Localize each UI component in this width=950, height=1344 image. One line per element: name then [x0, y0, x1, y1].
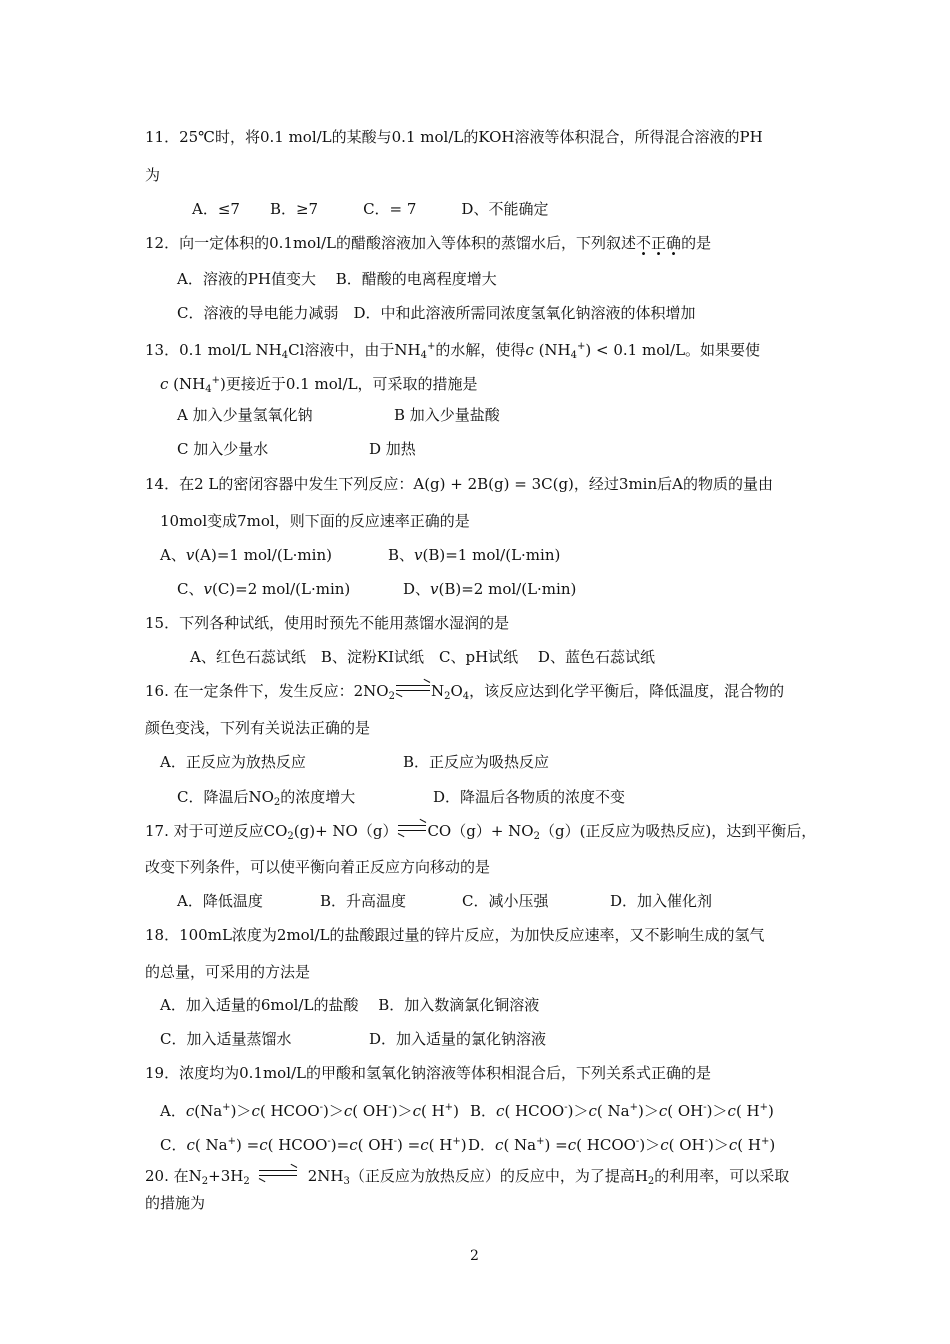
q19-close: ) [230, 1102, 237, 1120]
q19-c: c [185, 1102, 195, 1120]
q19-eq: = [336, 1136, 350, 1154]
q13-l1-c: 的水解，使得 [435, 341, 526, 359]
q20-l1-sub3: 3 [343, 1176, 350, 1187]
q19-close: ) [639, 1136, 646, 1154]
q18-line1: 18．100mL浓度为2mol/L的盐酸跟过量的锌片反应，为加快反应速率，又不影响生成的氢气 [145, 926, 765, 944]
q13-l2-sub: 4 [205, 384, 212, 395]
q18-option-d: D．加入适量的氯化钠溶液 [369, 1030, 547, 1048]
q16-line2: 颜色变浅，下列有关说法正确的是 [145, 719, 371, 737]
q19-na: (Na [194, 1102, 223, 1120]
q14-var-v: v [430, 580, 439, 598]
q19-h: ( H [420, 1102, 445, 1120]
q19-minus: - [319, 1102, 324, 1113]
q17-l1-c: CO（g）+ NO [427, 822, 534, 840]
q13-l1-d: (NH [533, 341, 571, 359]
q19-close: ) [460, 1136, 467, 1154]
q19-close: ) [391, 1102, 398, 1120]
q20-l1-d: （正反应为放热反应）的反应中，为了提高H [349, 1167, 648, 1185]
q19-option-c [160, 1132, 467, 1155]
q16-opt-c-b: 的浓度增大 [280, 788, 356, 806]
q14-option-d [403, 579, 576, 599]
q17-option-b: B．升高温度 [320, 892, 407, 910]
q17-l1-sub1: 2 [287, 831, 294, 842]
q19-c: c [259, 1136, 268, 1154]
q19-minus: - [703, 1102, 707, 1113]
q16-line1 [145, 681, 784, 707]
q19-gt: ＞ [236, 1102, 252, 1120]
q19-option-b [470, 1098, 774, 1121]
q19-hcoo: ( HCOO [576, 1136, 636, 1154]
page-number: 2 [470, 1248, 479, 1264]
q19-gt: ＞ [712, 1102, 728, 1120]
q19-na: ( Na [194, 1136, 228, 1154]
q19-oh: ( OH [352, 1102, 389, 1120]
q19-close: ) [235, 1136, 242, 1154]
q14-opt-b-pre: B、 [388, 546, 415, 564]
q20-line1 [145, 1166, 789, 1192]
q16-l1-a: 16. 在一定条件下，发生反应：2NO [145, 682, 389, 700]
q17-l1-b: (g)+ NO（g） [293, 822, 398, 840]
q14-opt-d-post: (B)=2 mol/(L·min) [438, 580, 577, 598]
q19-plus: + [222, 1102, 231, 1113]
q20-l1-sub2: 2 [243, 1176, 250, 1187]
q14-option-a [160, 545, 332, 565]
q14-line2: 10mol变成7mol，则下面的反应速率正确的是 [160, 512, 470, 530]
q13-l1-sub2: 4 [420, 350, 427, 361]
q19-hcoo: ( HCOO [504, 1102, 565, 1120]
q12-stem-a: 12．向一定体积的0.1mol/L的醋酸溶液加入等体积的蒸馏水后，下列叙述 [145, 234, 637, 252]
q19-option-d [468, 1132, 775, 1155]
q19-c: c [728, 1136, 738, 1154]
q19-close: ) [544, 1136, 551, 1154]
q16-option-b: B．正反应为吸热反应 [403, 753, 550, 771]
q19-plus: + [759, 1102, 769, 1113]
q13-option-a: A 加入少量氢氧化钠 [177, 406, 313, 424]
q17-l1-a: 17. 对于可逆反应CO [145, 822, 288, 840]
equilibrium-arrow-icon [395, 683, 431, 695]
q13-l1-b: Cl溶液中，由于NH [288, 341, 421, 359]
q13-l1-a: 13．0.1 mol/L NH [145, 341, 282, 359]
q13-l2-a: (NH [168, 375, 206, 393]
q19-label: D． [468, 1136, 496, 1154]
q19-h: ( H [428, 1136, 453, 1154]
q19-close: ) [706, 1102, 713, 1120]
q18-line2: 的总量，可采用的方法是 [145, 963, 311, 981]
q16-l1-c: O [450, 682, 463, 700]
q13-line2 [160, 371, 478, 400]
q19-na: ( Na [596, 1102, 630, 1120]
q15-stem: 15．下列各种试纸，使用时预先不能用蒸馏水湿润的是 [145, 614, 510, 632]
q19-gt: ＞ [643, 1102, 659, 1120]
q13-l1-sub3: 4 [570, 350, 578, 361]
q19-plus: + [227, 1136, 236, 1147]
q14-option-c [177, 579, 350, 599]
q20-l1-a: 20. 在N [145, 1167, 202, 1185]
q19-close: ) [637, 1102, 644, 1120]
q19-plus: + [444, 1102, 454, 1113]
equilibrium-arrow-icon [397, 823, 427, 835]
q16-l1-sub3: 4 [462, 691, 470, 702]
q19-c: c [251, 1102, 260, 1120]
q19-hcoo: ( HCOO [259, 1102, 320, 1120]
q19-minus: - [327, 1136, 331, 1147]
q19-label: B． [470, 1102, 497, 1120]
q19-plus: + [452, 1136, 461, 1147]
q11-options: A．≤7 B．≥7 C．= 7 D、不能确定 [192, 200, 549, 218]
q19-close: ) [769, 1136, 776, 1154]
q17-option-a: A．降低温度 [177, 892, 263, 910]
q16-opt-c-sub: 2 [273, 797, 281, 808]
q19-c: c [588, 1102, 597, 1120]
q19-plus: + [536, 1136, 545, 1147]
q16-option-c [177, 787, 355, 813]
q19-eq: = [241, 1136, 260, 1154]
q19-gt: ＞ [573, 1102, 589, 1120]
q19-minus: - [388, 1102, 392, 1113]
q17-option-d: D．加入催化剂 [610, 892, 713, 910]
q19-c: c [496, 1102, 505, 1120]
q13-option-c: C 加入少量水 [177, 440, 269, 458]
q20-line2: 的措施为 [145, 1194, 206, 1212]
q16-option-a: A．正反应为放热反应 [160, 753, 306, 771]
q19-close: ) [707, 1136, 714, 1154]
q14-opt-c-pre: C、 [177, 580, 204, 598]
q19-c: c [349, 1136, 358, 1154]
q11-line1: 11．25℃时，将0.1 mol/L的某酸与0.1 mol/L的KOH溶液等体积混合，所得混合溶液的PH [145, 128, 763, 146]
q19-close: ) [768, 1102, 774, 1120]
q15-options: A、红色石蕊试纸 B、淀粉KI试纸 C、pH试纸 D、蓝色石蕊试纸 [190, 648, 655, 666]
q20-l1-b: +3H [208, 1167, 244, 1185]
q16-opt-c-a: C．降温后NO [177, 788, 274, 806]
q13-option-b: B 加入少量盐酸 [394, 406, 500, 424]
q19-option-a [160, 1098, 459, 1121]
q19-oh: ( OH [668, 1136, 705, 1154]
q19-minus: - [564, 1102, 568, 1113]
q19-label: C． [160, 1136, 187, 1154]
q13-l1-sup2: + [427, 341, 436, 352]
q12-stem-emphasis: 不正确 [636, 234, 682, 252]
q19-plus: + [629, 1102, 638, 1113]
q19-na: ( Na [503, 1136, 537, 1154]
q19-gt: ＞ [397, 1102, 413, 1120]
q13-l2-sup: + [211, 375, 220, 386]
q14-var-v: v [185, 546, 195, 564]
q19-gt: ＞ [645, 1136, 661, 1154]
q14-opt-b-post: (B)=1 mol/(L·min) [422, 546, 561, 564]
q14-line1: 14．在2 L的密闭容器中发生下列反应：A(g) + 2B(g) = 3C(g)，经过3min后A的物质的量由 [145, 475, 773, 493]
q13-l2-var: c [160, 375, 169, 393]
q19-label: A． [160, 1102, 186, 1120]
q19-c: c [420, 1136, 429, 1154]
q17-option-c: C．减小压强 [462, 892, 549, 910]
q19-close: ) [567, 1102, 574, 1120]
q19-oh: ( OH [357, 1136, 394, 1154]
q12-stem [145, 233, 711, 253]
q12-options-ab: A．溶液的PH值变大 B．醋酸的电离程度增大 [177, 270, 497, 288]
q18-options-ab: A．加入适量的6mol/L的盐酸 B．加入数滴氯化铜溶液 [160, 996, 540, 1014]
q13-l2-b: )更接近于0.1 mol/L，可采取的措施是 [220, 375, 478, 393]
q14-var-v: v [414, 546, 423, 564]
q19-c: c [495, 1136, 504, 1154]
q19-c: c [567, 1136, 577, 1154]
q19-minus: - [393, 1136, 397, 1147]
q14-opt-a-post: (A)=1 mol/(L·min) [194, 546, 332, 564]
q16-l1-sub2: 2 [444, 691, 451, 702]
q13-l1-sub: 4 [281, 350, 289, 361]
q13-l1-e: ) < 0.1 mol/L。如果要使 [585, 341, 761, 359]
q19-c: c [658, 1102, 668, 1120]
q12-stem-b: 的是 [681, 234, 712, 252]
q19-h: ( H [735, 1102, 760, 1120]
q20-l1-sub1: 2 [201, 1176, 209, 1187]
q19-gt: ＞ [713, 1136, 729, 1154]
q16-l1-sub1: 2 [388, 691, 395, 702]
q14-opt-a-pre: A、 [160, 546, 186, 564]
q16-option-d: D．降温后各物质的浓度不变 [433, 788, 626, 806]
q19-oh: ( OH [667, 1102, 704, 1120]
q19-stem: 19．浓度均为0.1mol/L的甲酸和氢氧化钠溶液等体积相混合后，下列关系式正确的是 [145, 1064, 712, 1082]
q11-line2: 为 [145, 166, 161, 184]
q14-opt-c-post: (C)=2 mol/(L·min) [211, 580, 351, 598]
q17-l1-d: （g）(正反应为吸热反应)，达到平衡后， [539, 822, 817, 840]
q19-eq: = [550, 1136, 568, 1154]
q13-line1 [145, 337, 760, 366]
q18-option-c: C．加入适量蒸馏水 [160, 1030, 292, 1048]
q17-l1-sub2: 2 [533, 831, 540, 842]
q16-l1-b: N [430, 682, 445, 700]
q13-l1-sup3: + [577, 341, 586, 352]
q17-line1 [145, 821, 816, 847]
q13-option-d: D 加热 [369, 440, 416, 458]
q19-close: ) [323, 1102, 329, 1120]
q19-minus: - [635, 1136, 640, 1147]
q17-line2: 改变下列条件，可以使平衡向着正反应方向移动的是 [145, 858, 491, 876]
q19-c: c [186, 1136, 195, 1154]
q19-close: ) [453, 1102, 459, 1120]
q20-l1-c: 2NH [307, 1167, 344, 1185]
q20-l1-sub4: 2 [647, 1176, 655, 1187]
q12-options-cd: C．溶液的导电能力减弱 D．中和此溶液所需同浓度氢氧化钠溶液的体积增加 [177, 304, 696, 322]
q14-opt-d-pre: D、 [403, 580, 431, 598]
q19-gt: ＞ [328, 1102, 344, 1120]
q19-hcoo: ( HCOO [267, 1136, 328, 1154]
q13-l1-var: c [525, 341, 534, 359]
q19-eq: = [402, 1136, 421, 1154]
q16-l1-d: ，该反应达到化学平衡后，降低温度，混合物的 [469, 682, 785, 700]
q19-c: c [727, 1102, 736, 1120]
q20-l1-e: 的利用率，可以采取 [654, 1167, 790, 1185]
q14-var-v: v [203, 580, 212, 598]
q19-c: c [660, 1136, 669, 1154]
q19-c: c [343, 1102, 353, 1120]
q19-plus: + [760, 1136, 770, 1147]
q19-close: ) [397, 1136, 403, 1154]
q19-close: ) [330, 1136, 337, 1154]
equilibrium-arrow-icon [258, 1168, 298, 1180]
q19-minus: - [704, 1136, 708, 1147]
q19-c: c [412, 1102, 421, 1120]
q14-option-b [388, 545, 560, 565]
q19-h: ( H [737, 1136, 761, 1154]
